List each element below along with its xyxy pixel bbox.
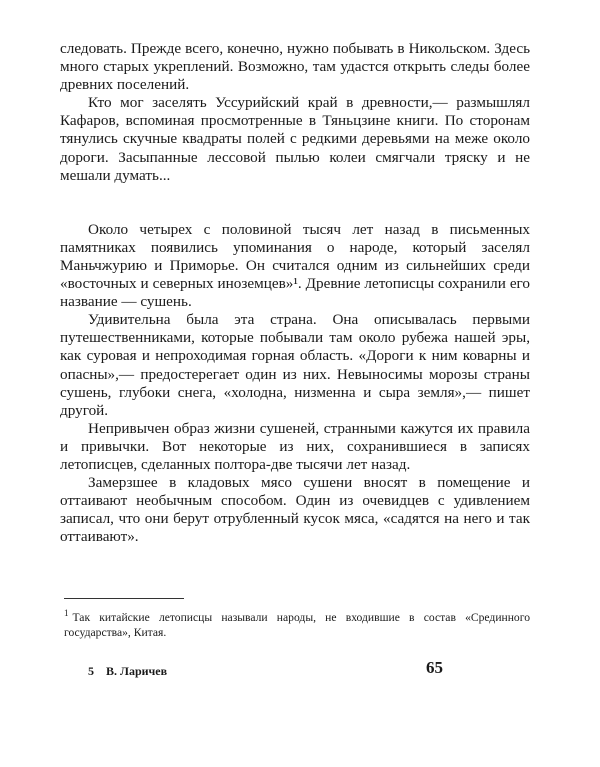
footnote-marker: 1 (64, 608, 69, 618)
printer-signature (88, 664, 167, 679)
paragraph-1: следовать. Прежде всего, конечно, нужно побывать в Никольском. Здесь много старых укреплений. Возможно, там удастся открыть следы более древних поселений. (60, 40, 530, 94)
footnote (64, 606, 530, 641)
page-body (60, 40, 530, 546)
paragraph-2: Кто мог заселять Уссурийский край в древности,— размышлял Кафаров, вспоминая просмотренные в Тяньцзине книги. По сторонам тянулись скучные квадраты полей с редкими деревьями на меже около дороги. Засыпанные лессовой пылью колеи смягчали тряску и не мешали думать... (60, 94, 530, 184)
paragraph-5: Непривычен образ жизни сушеней, странными кажутся их правила и привычки. Вот некоторые из них, сохранившиеся в записях летописцев, сделанных полтора-две тысячи лет назад. (60, 419, 530, 473)
section-break (60, 185, 530, 221)
signature-author: В. Ларичев (106, 664, 168, 678)
paragraph-6: Замерзшее в кладовых мясо сушени вносят в помещение и оттаивают необычным способом. Один из очевидцев с удивлением записал, что они берут отрубленный кусок мяса, «садятся на него и так оттаивают». (60, 474, 530, 546)
paragraph-4: Удивительна была эта страна. Она описывалась первыми путешественниками, которые побывали там около рубежа нашей эры, как суровая и непроходимая горная область. «Дороги к ним коварны и опасны»,— предостерегает один из них. Невыносимы морозы страны сушень, глубоки снега, «холодна, низменна и сыра земля»,— пишет другой. (60, 311, 530, 419)
paragraph-3: Около четырех с половиной тысяч лет назад в письменных памятниках появились упоминания о народе, который заселял Маньчжурию и Приморье. Он считался одним из сильнейших среди «восточных и северных иноземцев»¹. Древние летописцы сохранили его название — сушень. (60, 220, 530, 311)
footnote-text: Так китайские летописцы называли народы, не входившие в состав «Срединного государства», Китая. (64, 610, 530, 640)
signature-number: 5 (88, 664, 94, 678)
footnote-divider (64, 598, 184, 599)
page-number: 65 (426, 658, 443, 677)
page-footer (88, 658, 528, 688)
